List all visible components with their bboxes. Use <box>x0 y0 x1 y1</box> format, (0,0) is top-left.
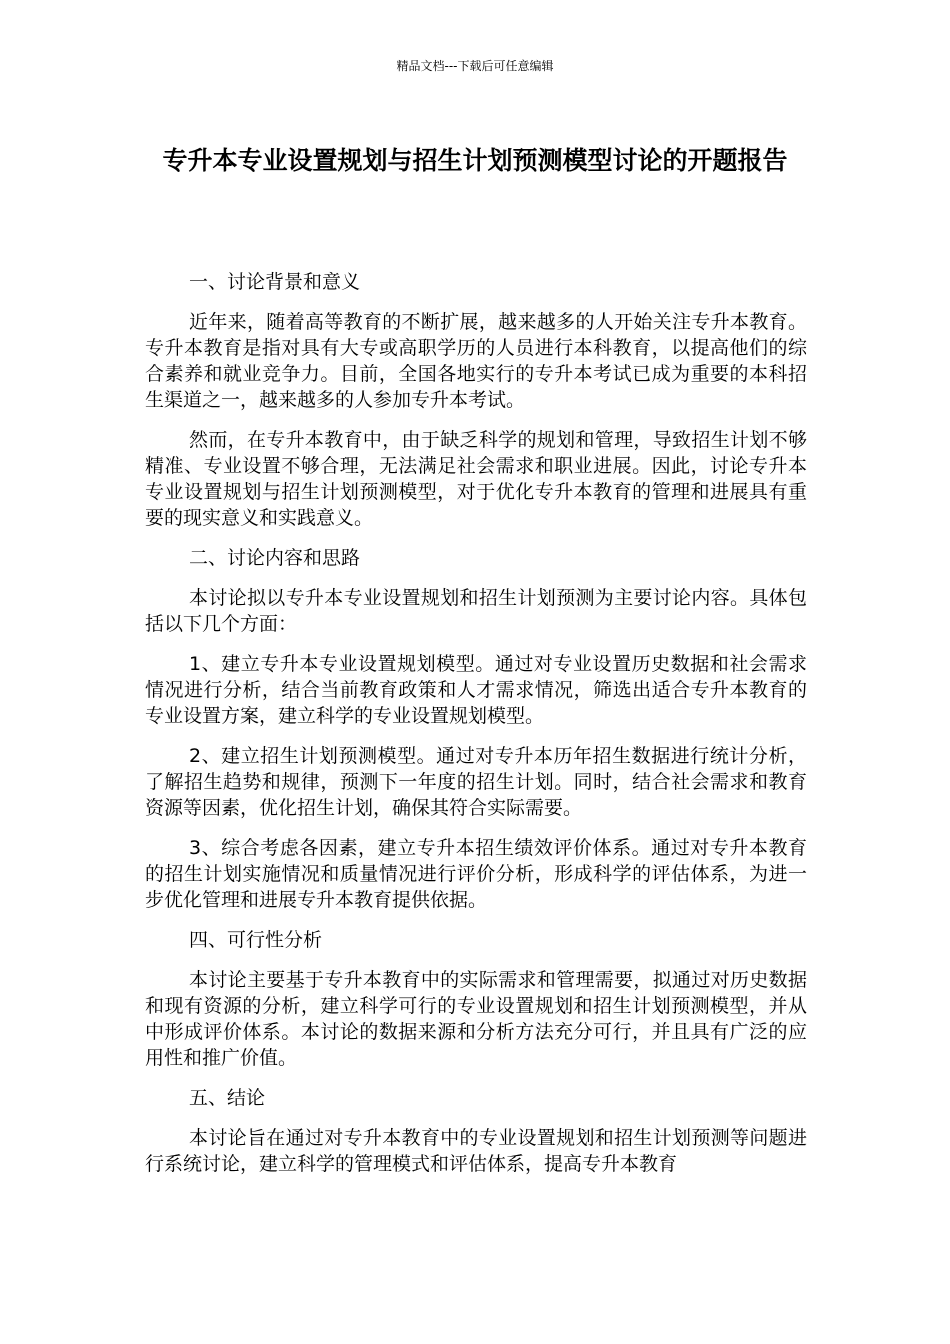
section-heading-feasibility: 四、可行性分析 <box>189 929 323 951</box>
list-item: 3、综合考虑各因素，建立专升本招生绩效评价体系。通过对专升本教育的招生计划实施情况和质量情况进行评价分析，形成科学的评估体系，为进一步优化管理和进展专升本教育提供依据。 <box>145 837 807 911</box>
document-title: 专升本专业设置规划与招生计划预测模型讨论的开题报告 <box>162 146 788 175</box>
section-heading-content: 二、讨论内容和思路 <box>189 547 361 569</box>
paragraph: 本讨论拟以专升本专业设置规划和招生计划预测为主要讨论内容。具体包括以下几个方面： <box>145 587 807 635</box>
section-heading-conclusion: 五、结论 <box>189 1087 266 1109</box>
document-body <box>145 269 807 1191</box>
section-heading-background: 一、讨论背景和意义 <box>189 271 361 293</box>
paragraph: 本讨论主要基于专升本教育中的实际需求和管理需要，拟通过对历史数据和现有资源的分析，建立科学可行的专业设置规划和招生计划预测模型，并从中形成评价体系。本讨论的数据来源和分析方法充分可行，并且具有广泛的应用性和推广价值。 <box>145 969 807 1069</box>
list-item: 1、建立专升本专业设置规划模型。通过对专业设置历史数据和社会需求情况进行分析，结合当前教育政策和人才需求情况，筛选出适合专升本教育的专业设置方案，建立科学的专业设置规划模型。 <box>145 653 807 727</box>
paragraph: 然而，在专升本教育中，由于缺乏科学的规划和管理，导致招生计划不够精准、专业设置不够合理，无法满足社会需求和职业进展。因此，讨论专升本专业设置规划与招生计划预测模型，对于优化专升本教育的管理和进展具有重要的现实意义和实践意义。 <box>145 429 807 529</box>
paragraph: 本讨论旨在通过对专升本教育中的专业设置规划和招生计划预测等问题进行系统讨论，建立科学的管理模式和评估体系，提高专升本教育 <box>145 1127 807 1175</box>
paragraph: 近年来，随着高等教育的不断扩展，越来越多的人开始关注专升本教育。专升本教育是指对具有大专或高职学历的人员进行本科教育，以提高他们的综合素养和就业竞争力。目前，全国各地实行的专升本考试已成为重要的本科招生渠道之一，越来越多的人参加专升本考试。 <box>145 311 807 411</box>
header-note: 精品文档---下载后可任意编辑 <box>396 59 554 73</box>
list-item: 2、建立招生计划预测模型。通过对专升本历年招生数据进行统计分析，了解招生趋势和规律，预测下一年度的招生计划。同时，结合社会需求和教育资源等因素，优化招生计划，确保其符合实际需要。 <box>145 745 807 819</box>
